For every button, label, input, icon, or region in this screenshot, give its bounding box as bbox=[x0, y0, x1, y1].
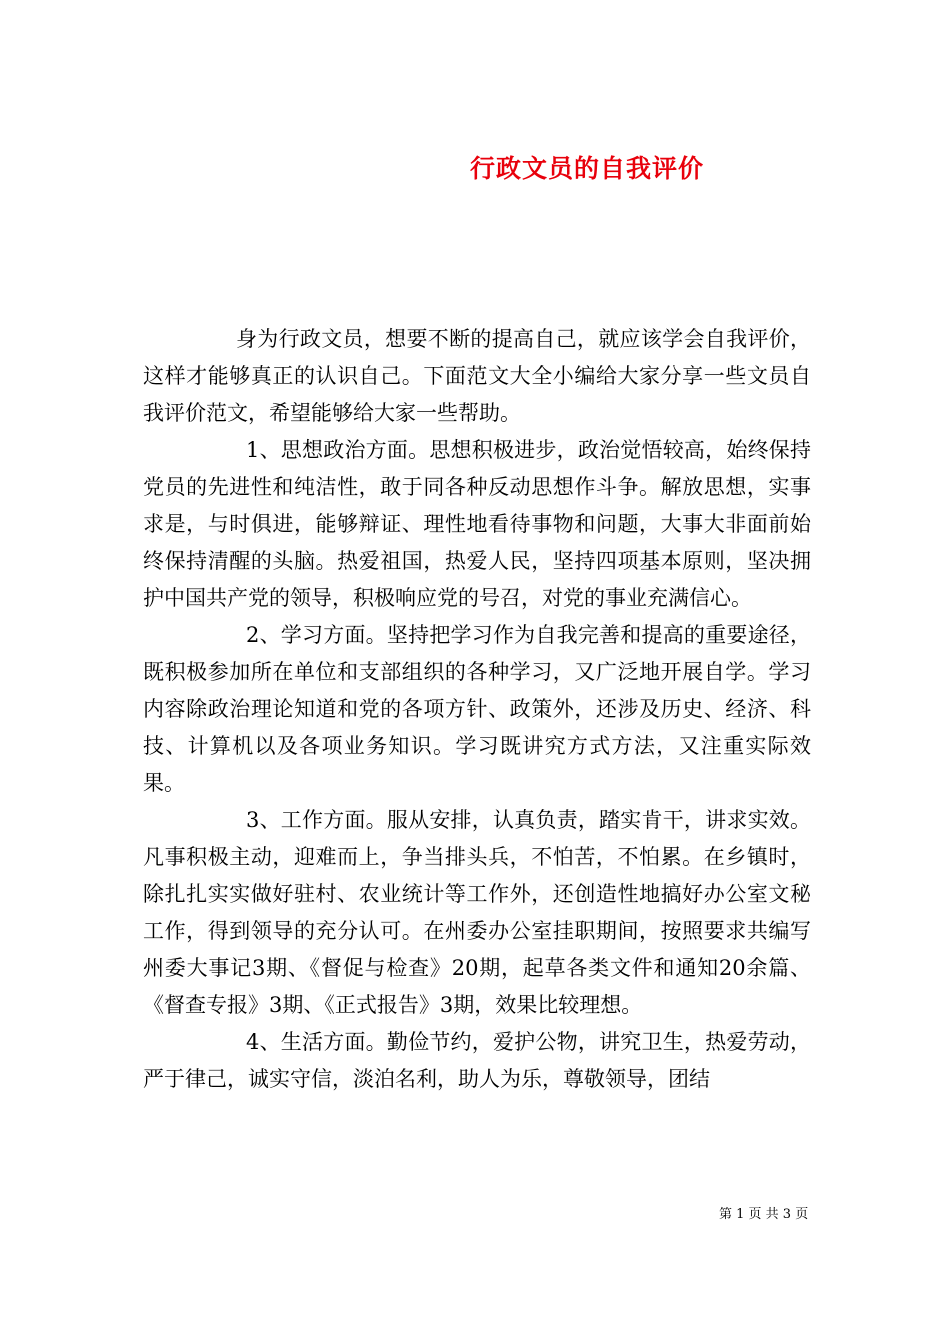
page-title: 行政文员的自我评价 bbox=[470, 153, 705, 183]
page-number-footer: 第 1 页 共 3 页 bbox=[719, 1207, 809, 1222]
document-body bbox=[143, 321, 811, 1098]
paragraph-political: 1、思想政治方面。思想积极进步，政治觉悟较高，始终保持党员的先进性和纯洁性，敢于同各种反动思想作斗争。解放思想，实事求是，与时俱进，能够辩证、理性地看待事物和问题，大事大非面前始终保持清醒的头脑。热爱祖国，热爱人民，坚持四项基本原则，坚决拥护中国共产党的领导，积极响应党的号召，对党的事业充满信心。 bbox=[143, 438, 811, 610]
intro-paragraph: 身为行政文员，想要不断的提高自己，就应该学会自我评价，这样才能够真正的认识自己。下面范文大全小编给大家分享一些文员自我评价范文，希望能够给大家一些帮助。 bbox=[143, 327, 811, 425]
paragraph-study: 2、学习方面。坚持把学习作为自我完善和提高的重要途径，既积极参加所在单位和支部组织的各种学习，又广泛地开展自学。学习内容除政治理论知道和党的各项方针、政策外，还涉及历史、经济、科技、计算机以及各项业务知识。学习既讲究方式方法，又注重实际效果。 bbox=[143, 623, 811, 795]
paragraph-work: 3、工作方面。服从安排，认真负责，踏实肯干，讲求实效。凡事积极主动，迎难而上，争当排头兵，不怕苦，不怕累。在乡镇时，除扎扎实实做好驻村、农业统计等工作外，还创造性地搞好办公室文秘工作，得到领导的充分认可。在州委办公室挂职期间，按照要求共编写州委大事记3期、《督促与检查》20期，起草各类文件和通知20余篇、《督查专报》3期、《正式报告》3期，效果比较理想。 bbox=[143, 808, 811, 1017]
paragraph-life: 4、生活方面。勤俭节约，爱护公物，讲究卫生，热爱劳动，严于律己，诚实守信，淡泊名利，助人为乐，尊敬领导，团结 bbox=[143, 1030, 811, 1091]
